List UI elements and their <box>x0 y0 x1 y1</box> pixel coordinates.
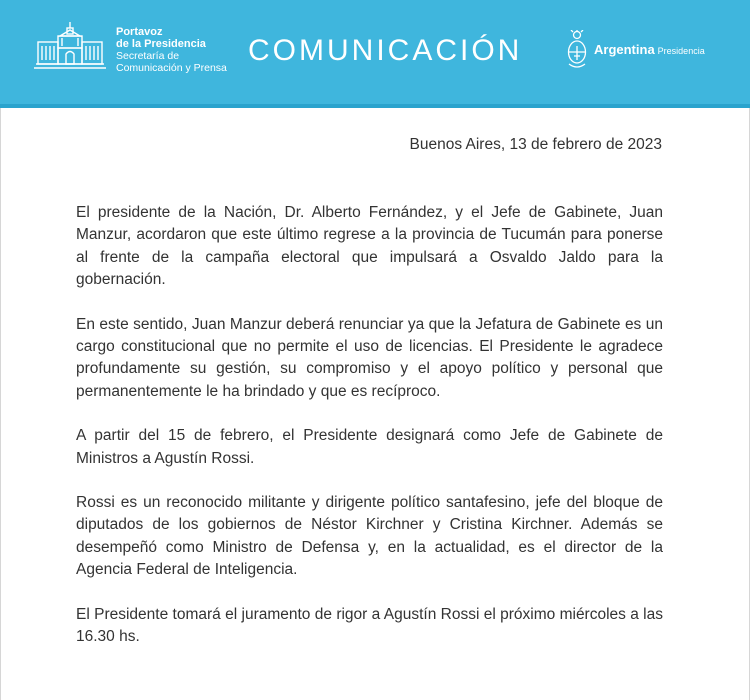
brand-name: Argentina <box>594 41 655 57</box>
header-accent-line <box>0 104 750 108</box>
paragraph: Rossi es un reconocido militante y dirigente político santafesino, jefe del bloque de diputados de los gobiernos de Néstor Kirchner y Cristina Kirchner. Además se desempeñó como Ministro de Defensa y, en la actualidad, es el director de la Agencia Federal de Inteligencia. <box>76 494 663 579</box>
header-title: COMUNICACIÓN <box>248 34 523 67</box>
document-body <box>76 202 663 671</box>
national-shield-icon <box>566 30 588 68</box>
document-date: Buenos Aires, 13 de febrero de 2023 <box>409 136 662 153</box>
portavoz-line2: de la Presidencia <box>116 38 206 50</box>
brand-sub: Presidencia <box>657 45 705 56</box>
paragraph: En este sentido, Juan Manzur deberá renunciar ya que la Jefatura de Gabinete es un cargo constitucional que no permite el uso de licencias. El Presidente le agradece profundamente su gestión, su compromiso y el apoyo político y personal que permanentemente le ha brindado y que es recíproco. <box>76 315 663 400</box>
paragraph: El Presidente tomará el juramento de rigor a Agustín Rossi el próximo miércoles a las 16.30 hs. <box>76 605 663 646</box>
paragraph: A partir del 15 de febrero, el Presidente designará como Jefe de Gabinete de Ministros a Agustín Rossi. <box>76 427 663 467</box>
portavoz-line1: Portavoz <box>116 26 163 38</box>
header-banner <box>0 0 750 108</box>
secretaria-line1: Secretaría de <box>116 50 180 62</box>
secretaria-line2: Comunicación y Prensa <box>116 62 227 74</box>
portavoz-block <box>116 26 227 74</box>
argentina-brand <box>566 30 705 68</box>
casa-rosada-icon <box>34 20 106 72</box>
paragraph: El presidente de la Nación, Dr. Alberto Fernández, y el Jefe de Gabinete, Juan Manzur, acordaron que este último regrese a la provincia de Tucumán para ponerse al frente de la campaña electoral que impulsará a Osvaldo Jaldo para la gobernación. <box>76 204 663 289</box>
